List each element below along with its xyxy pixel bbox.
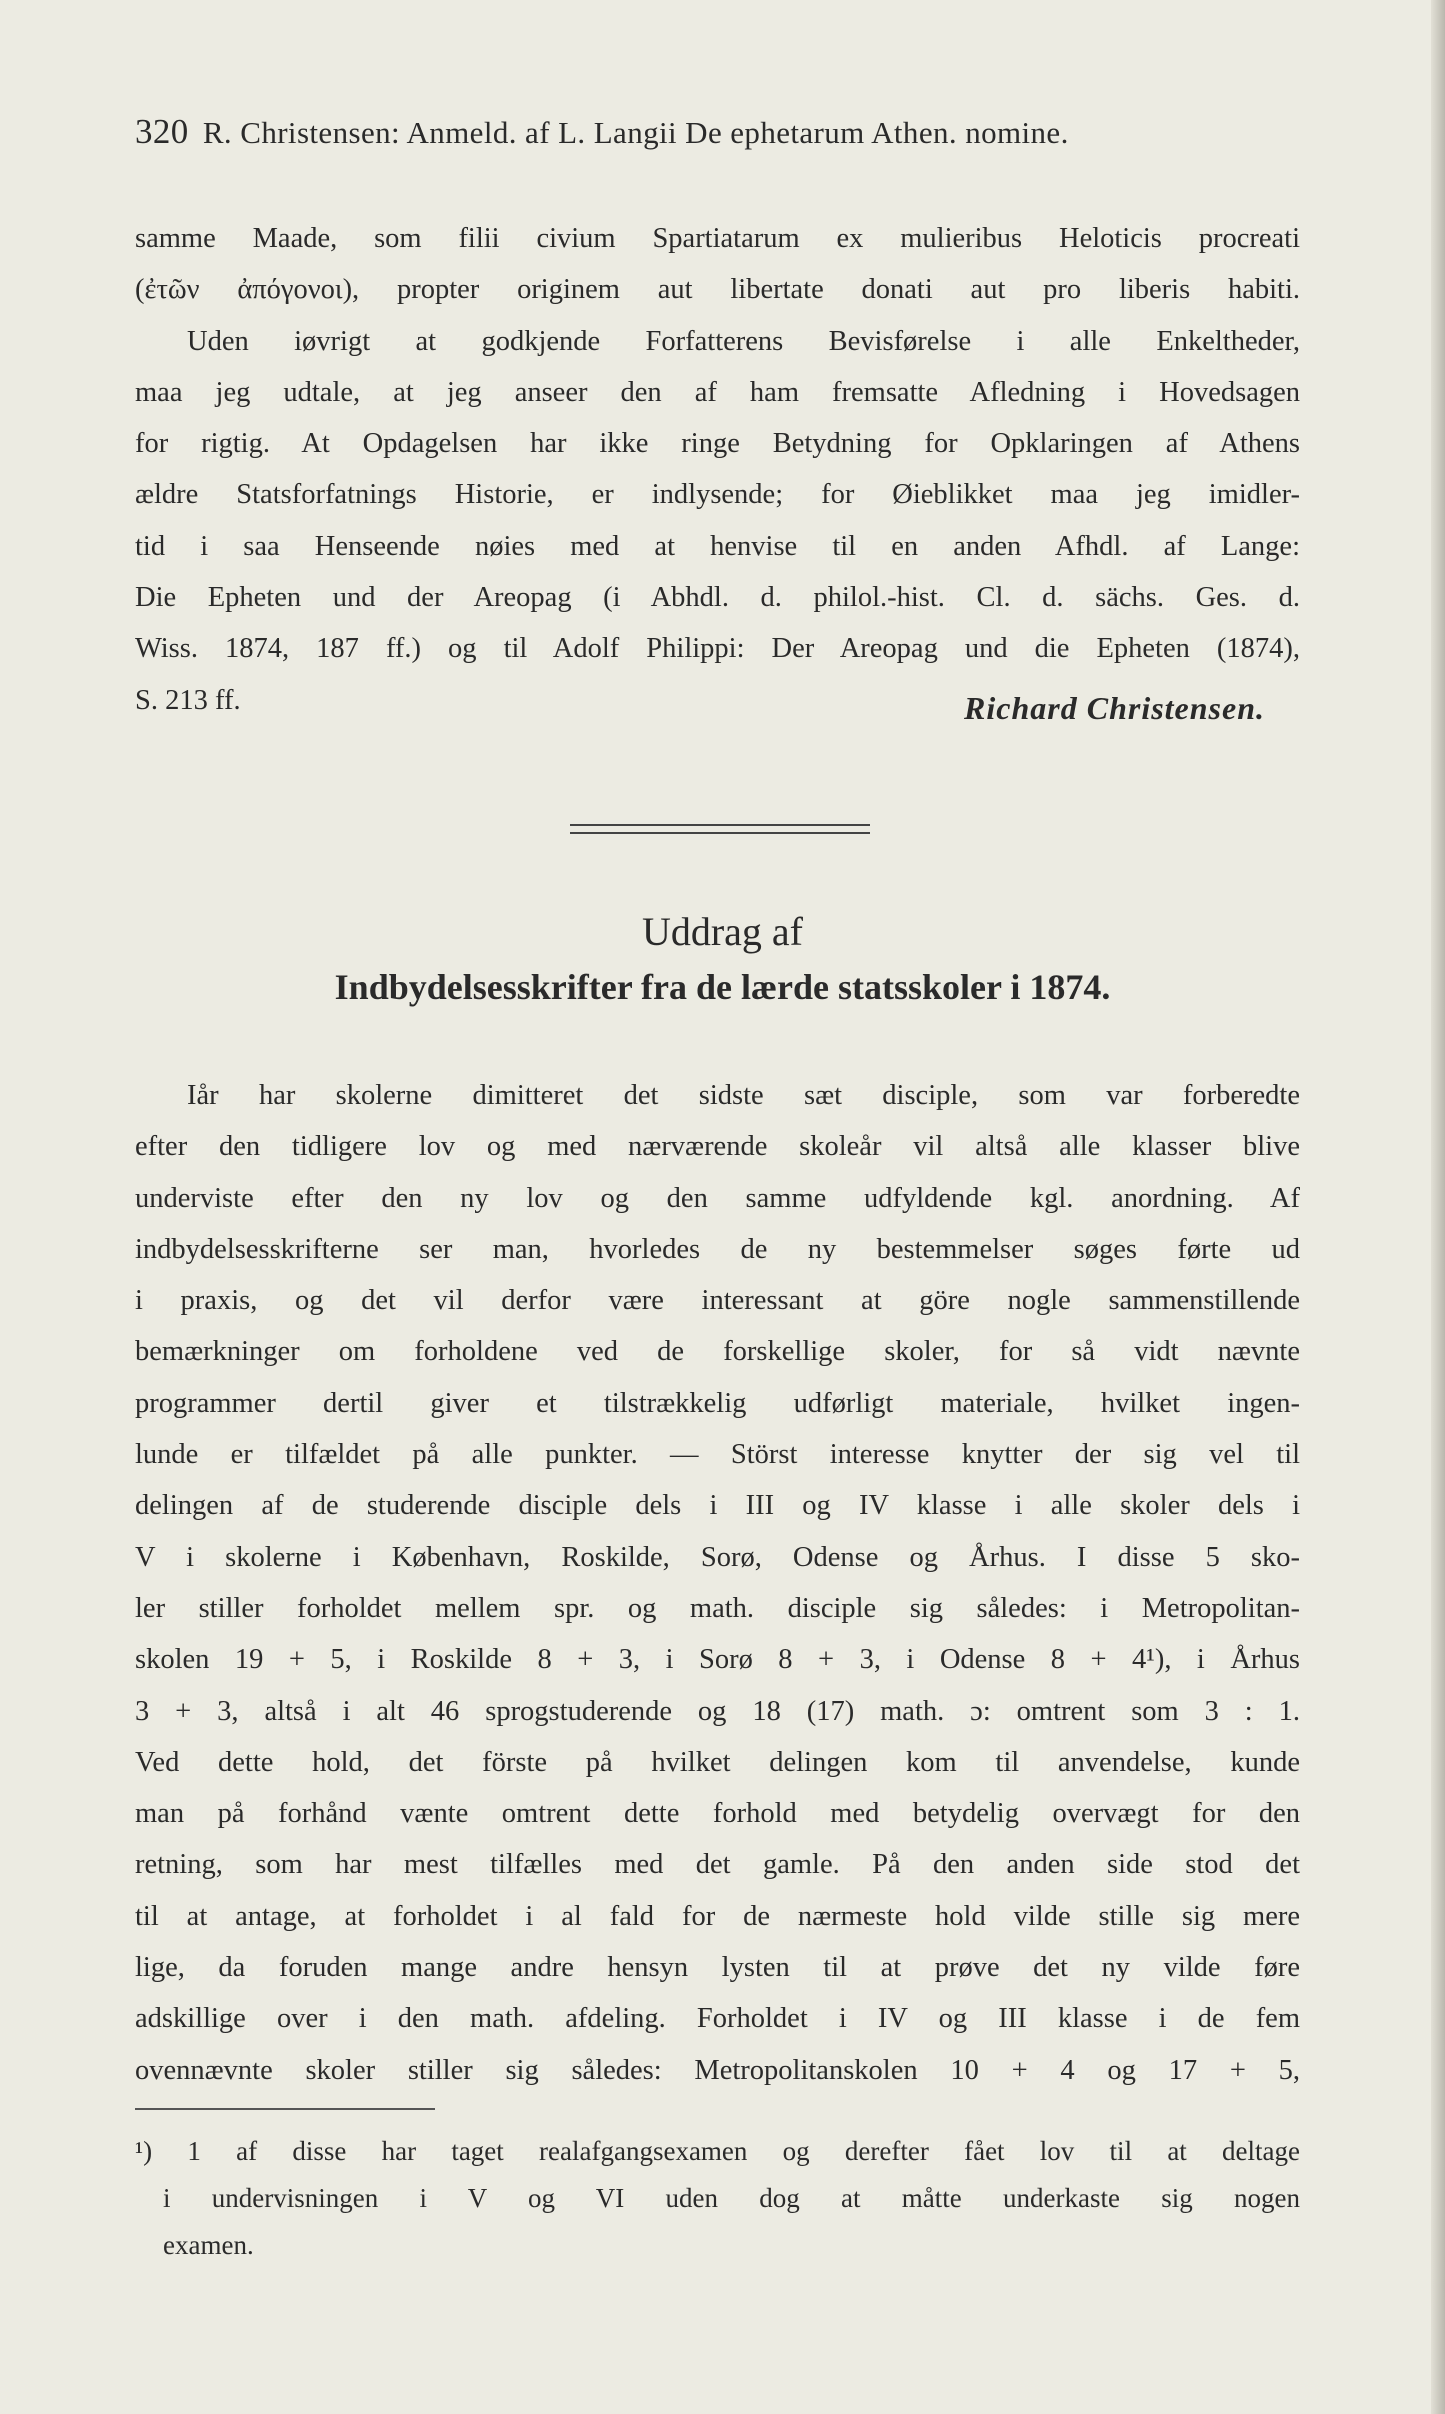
running-title: R. Christensen: Anmeld. af L. Langii De ephetarum Athen. nomine. [202,115,1069,150]
body-text [135,1070,1300,2096]
footnote-text: 1 af disse har taget realafgangsexamen og derefter fået lov til at deltage [187,2136,1300,2166]
text-line: S. 213 ff. [135,684,241,716]
page-number: 320 [135,112,189,151]
running-header [135,112,1305,152]
text-line: for rigtig. At Opdagelsen har ikke ringe Betydning for Opklaringen af Athens [135,428,1300,460]
review-text [135,213,1300,726]
footnote-line [135,2128,1300,2175]
text-line: Uden iøvrigt at godkjende Forfatterens Bevisførelse i alle Enkeltheder, [187,325,1300,357]
text-line: retning, som har mest tilfælles med det gamle. På den anden side stod det [135,1849,1300,1881]
text-line: adskillige over i den math. afdeling. Forholdet i IV og III klasse i de fem [135,2003,1300,2035]
text-line: programmer dertil giver et tilstrækkelig udførligt materiale, hvilket ingen- [135,1387,1300,1419]
footnote-rule [135,2108,435,2110]
text-line: bemærkninger om forholdene ved de forskellige skoler, for så vidt nævnte [135,1336,1300,1368]
text-line: lunde er tilfældet på alle punkter. — Störst interesse knytter der sig vel til [135,1439,1300,1471]
text-line: Die Epheten und der Areopag (i Abhdl. d. philol.-hist. Cl. d. sächs. Ges. d. [135,582,1300,614]
text-line: delingen af de studerende disciple dels i III og IV klasse i alle skoler dels i [135,1490,1300,1522]
text-line: Iår har skolerne dimitteret det sidste sæt disciple, som var forberedte [187,1080,1300,1111]
text-line: (ἐτῶν ἀπόγονοι), propter originem aut libertate donati aut pro liberis habiti. [135,274,1300,306]
text-line: lige, da foruden mange andre hensyn lysten til at prøve det ny vilde føre [135,1952,1300,1984]
footnote-marker: ¹) [135,2136,153,2166]
text-line: maa jeg udtale, at jeg anseer den af ham fremsatte Afledning i Hovedsagen [135,376,1300,408]
text-line: til at antage, at forholdet i al fald for de nærmeste hold vilde stille sig mere [135,1900,1300,1932]
text-line: samme Maade, som filii civium Spartiatarum ex mulieribus Heloticis procreati [135,223,1300,254]
text-line: tid i saa Henseende nøies med at henvise til en anden Afhdl. af Lange: [135,530,1300,562]
author-signature: Richard Christensen. [964,690,1265,726]
footnote-line: examen. [163,2230,254,2260]
text-line: ældre Statsforfatnings Historie, er indlysende; for Øieblikket maa jeg imidler- [135,479,1300,511]
section-divider [570,824,870,834]
footnote-line: i undervisningen i V og VI uden dog at måtte underkaste sig nogen [163,2183,1300,2213]
text-line: underviste efter den ny lov og den samme udfyldende kgl. anordning. Af [135,1182,1300,1214]
text-line: man på forhånd vænte omtrent dette forhold med betydelig overvægt for den [135,1798,1300,1830]
text-line: V i skolerne i København, Roskilde, Sorø, Odense og Århus. I disse 5 sko- [135,1541,1300,1573]
page-edge-shadow [1431,0,1445,2414]
text-line: 3 + 3, altså i alt 46 sprogstuderende og 18 (17) math. ɔ: omtrent som 3 : 1. [135,1695,1300,1727]
footnote [135,2128,1300,2269]
text-line: ler stiller forholdet mellem spr. og math. disciple sig således: i Metropolitan- [135,1592,1300,1624]
text-line: skolen 19 + 5, i Roskilde 8 + 3, i Sorø 8 + 3, i Odense 8 + 4¹), i Århus [135,1644,1300,1676]
text-line: Wiss. 1874, 187 ff.) og til Adolf Philippi: Der Areopag und die Epheten (1874), [135,633,1300,665]
section-subtitle: Indbydelsesskrifter fra de lærde statsskoler i 1874. [334,967,1111,1007]
text-line: i praxis, og det vil derfor være interessant at göre nogle sammenstillende [135,1285,1300,1317]
text-line: ovennævnte skoler stiller sig således: Metropolitanskolen 10 + 4 og 17 + 5, [135,2054,1300,2086]
section-title: Uddrag af [641,909,804,954]
text-line: indbydelsesskrifterne ser man, hvorledes de ny bestemmelser søges førte ud [135,1233,1300,1265]
text-line: efter den tidligere lov og med nærværende skoleår vil altså alle klasser blive [135,1131,1300,1163]
text-line: Ved dette hold, det förste på hvilket delingen kom til anvendelse, kunde [135,1746,1300,1778]
